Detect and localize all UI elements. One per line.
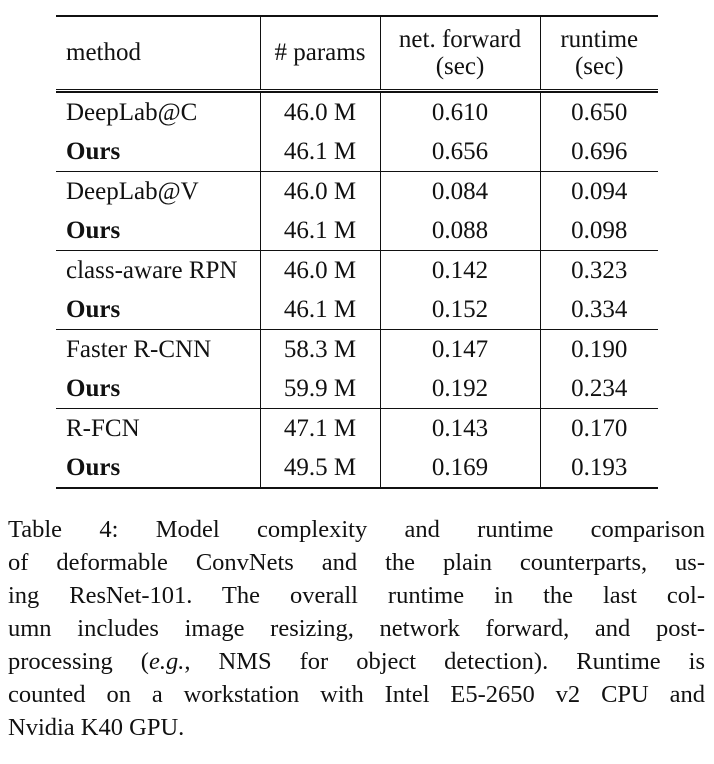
cell-params: 59.9 M (260, 369, 380, 409)
cell-params: 47.1 M (260, 409, 380, 449)
caption-line: umn includes image resizing, network forward, and post- (8, 615, 705, 642)
header-net-forward (380, 16, 540, 91)
cell-params: 46.0 M (260, 93, 380, 133)
table-row (56, 211, 658, 251)
table-caption (8, 513, 705, 744)
cell-params: 46.0 M (260, 251, 380, 291)
cell-method: R-FCN (56, 409, 260, 449)
caption-line: of deformable ConvNets and the plain counterparts, us- (8, 549, 705, 576)
cell-runtime: 0.650 (540, 93, 658, 133)
cell-runtime: 0.193 (540, 448, 658, 488)
cell-params: 49.5 M (260, 448, 380, 488)
header-runtime-unit: (sec) (574, 53, 624, 80)
cell-params: 58.3 M (260, 330, 380, 370)
caption-text: , NMS for object detection). Runtime is (184, 648, 705, 675)
table-row (56, 369, 658, 409)
table-row (56, 409, 658, 449)
table-row (56, 290, 658, 330)
cell-runtime: 0.190 (540, 330, 658, 370)
cell-method: DeepLab@V (56, 172, 260, 212)
cell-runtime: 0.323 (540, 251, 658, 291)
cell-method: Ours (66, 216, 121, 244)
cell-runtime: 0.696 (540, 132, 658, 172)
cell-params: 46.1 M (260, 211, 380, 251)
cell-forward: 0.088 (380, 211, 540, 251)
cell-params: 46.1 M (260, 290, 380, 330)
cell-forward: 0.610 (380, 93, 540, 133)
header-params (260, 16, 380, 91)
header-method-label: method (66, 39, 141, 67)
header-net-forward-label: net. forward (398, 25, 522, 53)
caption-text: processing ( (8, 648, 149, 675)
header-params-label: # params (274, 39, 366, 67)
table-row (56, 251, 658, 291)
cell-method: Ours (56, 448, 260, 488)
header-runtime-label: runtime (560, 25, 639, 53)
cell-forward: 0.142 (380, 251, 540, 291)
cell-forward: 0.169 (380, 448, 540, 488)
caption-italic-eg: e.g. (148, 648, 185, 675)
header-runtime (540, 16, 658, 91)
cell-forward: 0.084 (380, 172, 540, 212)
runtime-comparison-table (56, 15, 658, 489)
header-method (56, 16, 260, 91)
cell-method: class-aware RPN (56, 251, 260, 291)
cell-method: Faster R-CNN (56, 330, 260, 370)
table-row (56, 93, 658, 133)
results-table-container (56, 15, 658, 489)
table-row (56, 330, 658, 370)
cell-runtime: 0.094 (540, 172, 658, 212)
caption-line: Table 4: Model complexity and runtime comparison (8, 516, 705, 543)
table-body (56, 93, 658, 489)
table-row (56, 172, 658, 212)
cell-method: Ours (66, 374, 121, 402)
header-net-forward-unit: (sec) (435, 53, 485, 80)
caption-line: ing ResNet-101. The overall runtime in the last col- (8, 582, 705, 609)
cell-forward: 0.147 (380, 330, 540, 370)
cell-method: Ours (66, 295, 121, 323)
cell-runtime: 0.234 (540, 369, 658, 409)
cell-forward: 0.152 (380, 290, 540, 330)
cell-runtime: 0.170 (540, 409, 658, 449)
table-header (56, 16, 658, 93)
caption-line: Nvidia K40 GPU. (8, 714, 185, 741)
table-row (56, 448, 658, 488)
cell-forward: 0.143 (380, 409, 540, 449)
cell-runtime: 0.098 (540, 211, 658, 251)
cell-method: Ours (66, 137, 121, 165)
caption-line: counted on a workstation with Intel E5-2650 v2 CPU and (8, 681, 705, 708)
cell-params: 46.1 M (260, 132, 380, 172)
cell-forward: 0.656 (380, 132, 540, 172)
caption-line (8, 645, 705, 678)
cell-params: 46.0 M (260, 172, 380, 212)
cell-forward: 0.192 (380, 369, 540, 409)
cell-runtime: 0.334 (540, 290, 658, 330)
cell-method: DeepLab@C (56, 93, 260, 133)
table-row (56, 132, 658, 172)
